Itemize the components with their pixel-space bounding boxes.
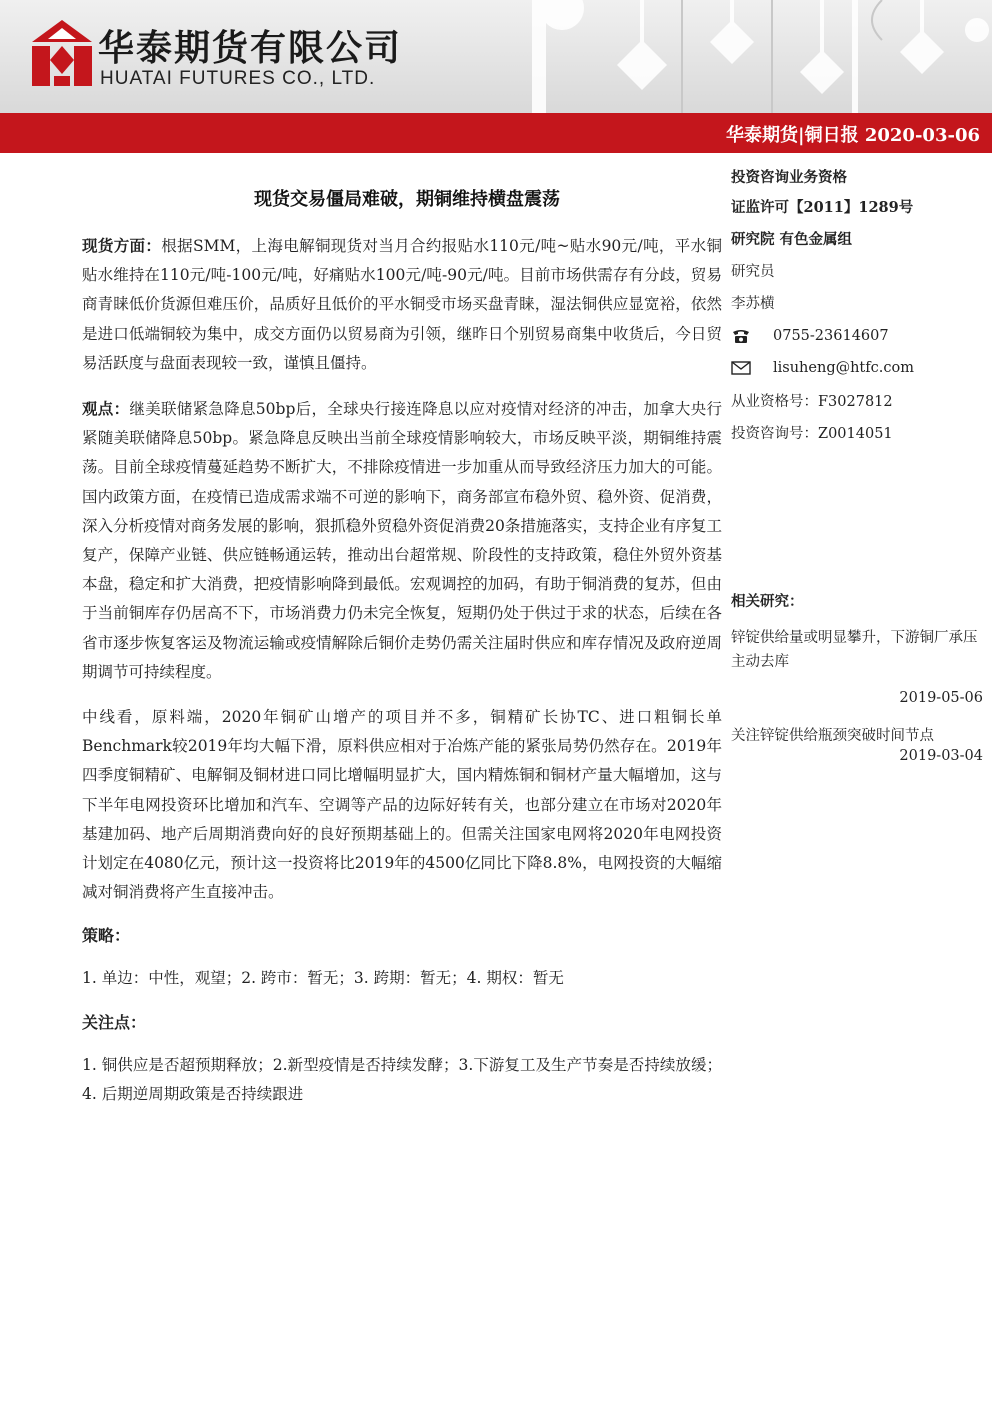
view-lead: 观点： (82, 399, 130, 419)
related-research-title[interactable]: 关注锌锭供给瓶颈突破时间节点 (731, 728, 934, 744)
email-address[interactable]: lisuheng@htfc.com (773, 360, 914, 376)
analyst-role: 研究员 (731, 264, 775, 280)
decorative-pattern (522, 0, 992, 113)
related-research-item[interactable] (731, 724, 983, 764)
header-band (0, 0, 992, 113)
email-icon (731, 360, 751, 376)
main-content (82, 185, 722, 1125)
related-research-title[interactable]: 锌锭供给量或明显攀升，下游铜厂承压主动去库 (731, 630, 978, 670)
email-row (731, 358, 983, 378)
institute-name: 研究院 有色金属组 (731, 231, 853, 248)
consult-certificate: 投资咨询号：Z0014051 (731, 426, 893, 442)
report-banner (0, 113, 992, 153)
view-text: 继美联储紧急降息50bp后，全球央行接连降息以应对疫情对经济的冲击，加拿大央行紧随美联储降息50bp。紧急降息反映出当前全球疫情影响较大，市场反映平淡，期铜维持震荡。目前全球疫情蔓延趋势不断扩大，不排除疫情进一步加重从而导致经济压力加大的可能。国内政策方面，在疫情已造成需求端不可逆的影响下，商务部宣布稳外贸、稳外资、促消费，深入分析疫情对商务发展的影响，狠抓稳外贸稳外资促消费20条措施落实，支持企业有序复工复产，保障产业链、供应链畅通运转，推动出台超常规、阶段性的支持政策，稳住外贸外资基本盘，稳定和扩大消费，把疫情影响降到最低。宏观调控的加码，有助于铜消费的复苏，但由于当前铜库存仍居高不下，市场消费力仍未完全恢复，短期仍处于供过于求的状态，后续在各省市逐步恢复客运及物流运输或疫情解除后铜价走势仍需关注届时供应和库存情况及政府逆周期调节可持续程度。 (82, 400, 722, 681)
spot-text: 根据SMM，上海电解铜现货对当月合约报贴水110元/吨~贴水90元/吨，平水铜贴水维持在110元/吨-100元/吨，好痛贴水100元/吨-90元/吨。目前市场供需存有分歧，贸易商青睐低价货源但难压价，品质好且低价的平水铜受市场买盘青睐，湿法铜供应显宽裕，依然是进口低端铜较为集中，成交方面仍以贸易商为引领，继昨日个别贸易商集中收货后，今日贸易活跃度与盘面表现较一致，谨慎且僵持。 (82, 237, 722, 372)
strategy-text: 1. 单边：中性，观望；2. 跨市：暂无；3. 跨期：暂无；4. 期权：暂无 (82, 969, 564, 988)
phone-row (731, 326, 983, 346)
company-name-cn: 华泰期货有限公司 (98, 28, 403, 69)
document-title: 现货交易僵局难破，期铜维持横盘震荡 (254, 189, 560, 210)
qualification-title: 投资咨询业务资格 (731, 169, 847, 186)
focus-text: 1. 铜供应是否超预期释放；2.新型疫情是否持续发酵；3.下游复工及生产节奏是否持续放缓；4. 后期逆周期政策是否持续跟进 (82, 1055, 722, 1103)
phone-number: 0755-23614607 (773, 328, 889, 344)
spot-paragraph (82, 231, 722, 378)
report-banner-text: 华泰期货|铜日报 2020-03-06 (726, 125, 980, 146)
spot-lead: 现货方面： (82, 236, 162, 255)
focus-heading: 关注点： (82, 1012, 147, 1032)
practice-certificate: 从业资格号：F3027812 (731, 394, 893, 410)
analyst-name: 李苏横 (731, 296, 775, 312)
related-research-heading: 相关研究： (731, 593, 804, 610)
company-logo-icon (32, 20, 92, 86)
strategy-heading: 策略： (82, 926, 131, 946)
medium-term-paragraph: 中线看，原料端，2020年铜矿山增产的项目并不多，铜精矿长协TC、进口粗铜长单Benchmark较2019年均大幅下滑，原料供应相对于冶炼产能的紧张局势仍然存在。2019年四季度铜精矿、电解铜及铜材进口同比增幅明显扩大，国内精炼铜和铜材产量大幅增加，这与下半年电网投资环比增加和汽车、空调等产品的边际好转有关，也部分建立在市场对2020年基建加码、地产后周期消费向好的良好预期基础上的。但需关注国家电网将2020年电网投资计划定在4080亿元，预计这一投资将比2019年的4500亿同比下降8.8%，电网投资的大幅缩减对铜消费将产生直接冲击。 (82, 708, 722, 902)
related-research-date: 2019-05-06 (899, 690, 983, 706)
license-number: 证监许可【2011】1289号 (731, 199, 914, 216)
sidebar (731, 168, 983, 764)
related-research-item[interactable] (731, 626, 983, 706)
company-name-en: HUATAI FUTURES CO., LTD. (100, 68, 376, 89)
view-paragraph (82, 394, 722, 687)
phone-icon (731, 328, 751, 344)
related-research-date: 2019-03-04 (899, 748, 983, 764)
